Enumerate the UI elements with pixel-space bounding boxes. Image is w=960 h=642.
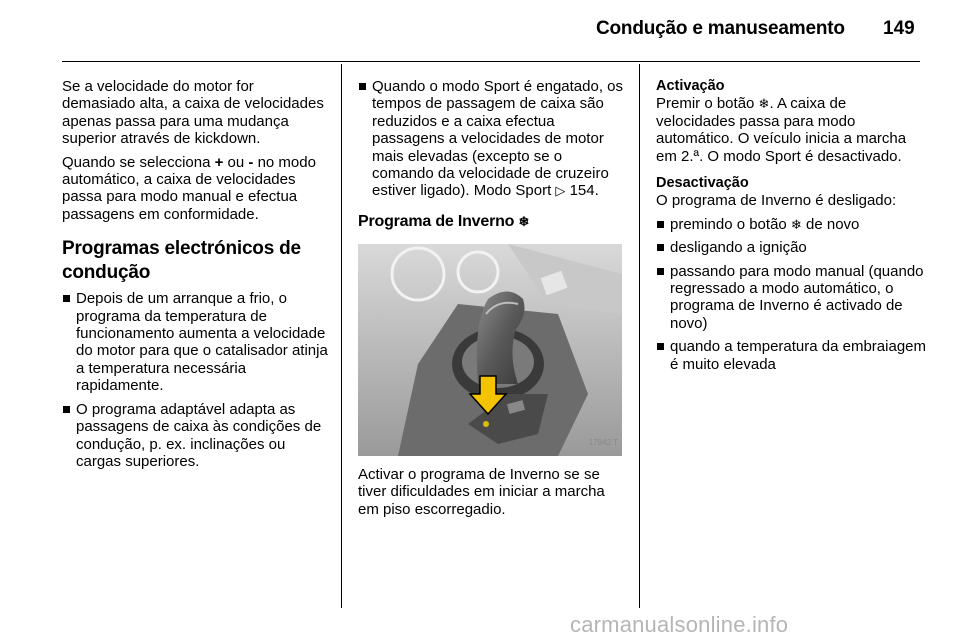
column-2 [358,78,626,524]
text: . A caixa de velocidades passa para modo automático. O veículo inicia a marcha em 2.ª. O modo Sport é desactivado. [656,95,907,165]
plus-symbol: + [214,153,224,171]
section-heading-programs: Programas electrónicos de condução [62,238,301,284]
text: premindo o botão [670,215,791,233]
paragraph-kickdown: Se a velocidade do motor for demasiado alta, a caixa de velocidades apenas passa para uma mudança superior através de kickdown. [62,78,324,148]
text: Quando o modo Sport é engatado, os tempos de passagem de caixa são reduzidos e a caixa efectua passagens a velocidades de motor mais elevadas (excepto se o comando da velocidade de cruzeiro estiver ligado). Modo Sport [372,78,624,200]
gear-selector-photo [358,244,622,456]
text: de novo [801,215,860,233]
section-heading-winter [358,212,626,232]
header-rule [62,61,920,62]
subheading-deactivation: Desactivação [656,175,749,192]
text: Premir o botão [656,95,759,113]
column-3 [656,78,926,379]
watermark: carmanualsonline.info [570,612,789,637]
programs-list [62,290,328,470]
column-divider-1 [341,64,342,608]
list-item: passando para modo manual (quando regressado a modo automático, o programa de Inverno é activado de novo) [656,263,926,333]
deactivation-list [656,216,926,373]
paragraph-activate-winter: Activar o programa de Inverno se se tiver dificuldades em iniciar a marcha em piso escorregadio. [358,465,605,518]
list-item [358,78,626,200]
text: Quando se selecciona [62,153,215,171]
paragraph-activation [656,95,926,165]
minus-symbol: - [248,153,254,171]
subheading-activation: Activação [656,78,725,94]
list-item: Depois de um arranque a frio, o programa da temperatura de funcionamento aumenta a velocidade do motor para que o catalisador atinja a temperatura necessária rapidamente. [62,290,328,394]
page-number: 149 [883,18,915,39]
text: no modo automático, a caixa de velocidades passa para modo manual e efectua passagens em conformidade. [62,153,316,223]
snowflake-icon: ❄ [790,216,802,232]
snowflake-icon: ❄ [758,96,770,112]
page-ref-icon: ▷ [555,183,566,199]
text: 154. [565,182,599,200]
photo-code: 17942 T [588,438,618,448]
list-item: O programa adaptável adapta as passagens de caixa às condições de condução, p. ex. inclinações ou cargas superiores. [62,401,328,471]
paragraph-deactivation-intro: O programa de Inverno é desligado: [656,192,897,210]
text: ou [223,153,249,171]
sport-list [358,78,626,200]
page-header-title: Condução e manuseamento [596,18,845,39]
column-divider-2 [639,64,640,608]
column-1 [62,78,328,476]
list-item [656,216,926,233]
paragraph-manual-mode [62,154,328,224]
list-item: quando a temperatura da embraiagem é muito elevada [656,338,926,373]
list-item: desligando a ignição [656,239,926,256]
gear-selector-illustration [358,244,622,456]
snowflake-icon: ❄ [518,213,530,229]
text: Programa de Inverno [358,212,519,230]
